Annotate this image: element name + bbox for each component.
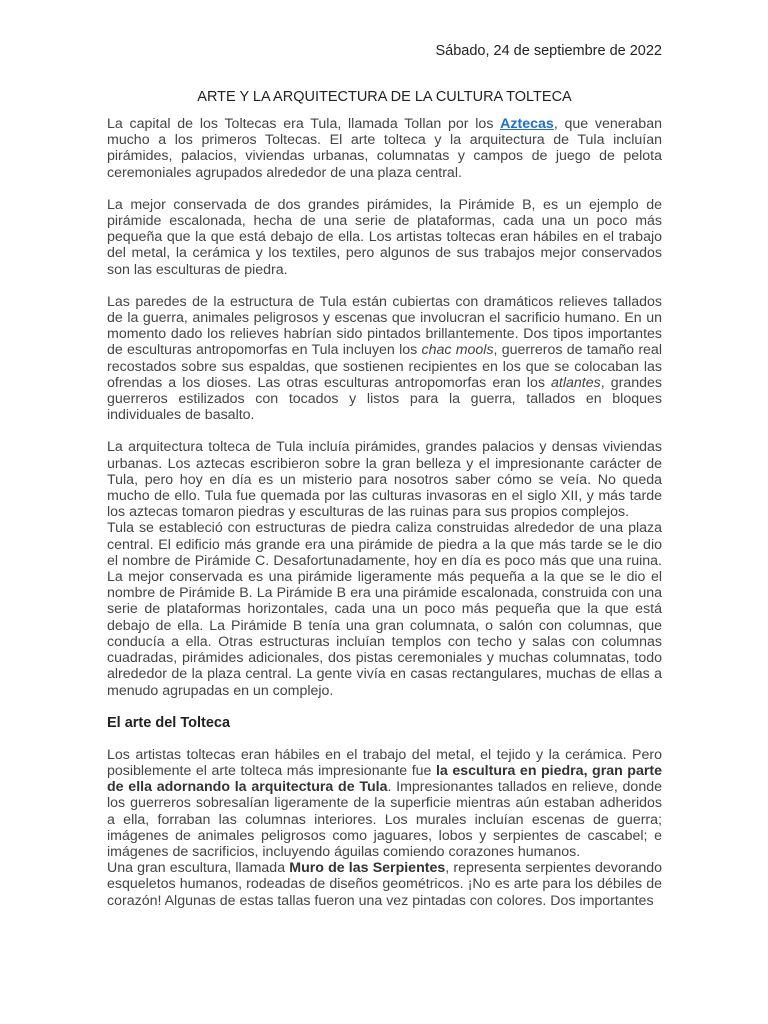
atlantes-term: atlantes bbox=[551, 374, 601, 391]
paragraph-6-bold: la escultura en piedra, gran parte de ella adornando la arquitectura de Tula bbox=[107, 762, 662, 796]
paragraph-7-text-b: , representa serpientes devorando esqueletos humanos, rodeadas de diseños geométricos. ¡No es arte para los débiles de corazón! Algunas de estas tallas fueron una vez pintadas con colores. Dos importantes bbox=[107, 860, 663, 909]
paragraph-3-text-c: , grandes guerreros estilizados con tocados y listos para la guerra, tallados en bloques individuales de basalto. bbox=[107, 374, 663, 424]
paragraph-1-text-a: La capital de los Toltecas era Tula, llamada Tollan por los bbox=[107, 116, 501, 132]
chac-mools-term: chac mools bbox=[421, 342, 494, 359]
paragraph-1 bbox=[107, 116, 662, 181]
paragraph-5: Tula se estableció con estructuras de piedra caliza construidas alrededor de una plaza central. El edificio más grande era una pirámide de piedra a la que más tarde se le dio el nombre de Pirámide C. Desafortunadamente, hoy en día es poco más que una ruina. La mejor conservada es una pirámide ligeramente más pequeña a la que se le dio el nombre de Pirámide B. La Pirámide B era una pirámide escalonada, construida con una serie de plataformas horizontales, cada una un poco más pequeña que la que está debajo de ella. La Pirámide B tenía una gran columnata, o salón con columnas, que conducía a ella. Otras estructuras incluían templos con techo y salas con columnas cuadradas, pirámides adicionales, dos pistas ceremoniales y muchas columnatas, todo alrededor de la plaza central. La gente vivía en casas rectangulares, muchas de ellas a menudo agrupadas en un complejo. bbox=[107, 520, 662, 699]
paragraph-1-text-b: , que veneraban mucho a los primeros Toltecas. El arte tolteca y la arquitectura de Tula incluían pirámides, palacios, viviendas urbanas, columnatas y campos de juego de pelota ceremoniales agrupados alrededor de una plaza central. bbox=[107, 116, 662, 181]
paragraph-6-text-b: . Impresionantes tallados en relieve, donde los guerreros sobresalían ligeramente de la superficie mientras aún estaban adheridos a ella, forraban las columnas interiores. Los murales incluían escenas de guerra; imágenes de animales peligrosos como jaguares, lobos y serpientes de cascabel; e imágenes de sacrificios, incluyendo águilas comiendo corazones humanos. bbox=[107, 779, 662, 860]
document-date: Sábado, 24 de septiembre de 2022 bbox=[435, 43, 662, 59]
paragraph-3-text-a: Las paredes de la estructura de Tula están cubiertas con dramáticos relieves tallados de la guerra, animales peligrosos y escenas que involucran el sacrificio humano. En un momento dado los relieves habrían sido pintados brillantemente. Dos tipos importantes de esculturas antropomorfas en Tula incluyen los bbox=[107, 293, 662, 359]
paragraph-6 bbox=[107, 747, 662, 860]
paragraph-4: La arquitectura tolteca de Tula incluía pirámides, grandes palacios y densas viviendas urbanas. Los aztecas escribieron sobre la gran belleza y el impresionante carácter de Tula, pero hoy en día es un misterio para nosotros saber cómo se veía. No queda mucho de ello. Tula fue quemada por las culturas invasoras en el siglo XII, y más tarde los aztecas tomaron piedras y esculturas de las ruinas para sus propios complejos. bbox=[107, 439, 662, 521]
section-heading: El arte del Tolteca bbox=[107, 714, 231, 731]
paragraph-7-text-a: Una gran escultura, llamada bbox=[107, 860, 290, 877]
paragraph-2: La mejor conservada de dos grandes pirámides, la Pirámide B, es un ejemplo de pirámide escalonada, hecha de una serie de plataformas, cada una un poco más pequeña que la que está debajo de ella. Los artistas toltecas eran hábiles en el trabajo del metal, la cerámica y los textiles, pero algunos de sus trabajos mejor conservados son las esculturas de piedra. bbox=[107, 196, 662, 278]
paragraph-3 bbox=[107, 294, 662, 424]
paragraph-3-text-b: , guerreros de tamaño real recostados sobre sus espaldas, que sostienen recipientes en los que se colocaban las ofrendas a los dioses. Las otras esculturas antropomorfas eran los bbox=[107, 342, 662, 391]
paragraph-7-bold: Muro de las Serpientes bbox=[289, 860, 446, 877]
document-title: ARTE Y LA ARQUITECTURA DE LA CULTURA TOLTECA bbox=[197, 89, 572, 105]
paragraph-6-text-a: Los artistas toltecas eran hábiles en el trabajo del metal, el tejido y la cerámica. Pero posiblemente el arte tolteca más impresionante fue bbox=[107, 746, 662, 779]
aztecas-link[interactable]: Aztecas bbox=[500, 116, 554, 132]
paragraph-7 bbox=[107, 860, 662, 909]
